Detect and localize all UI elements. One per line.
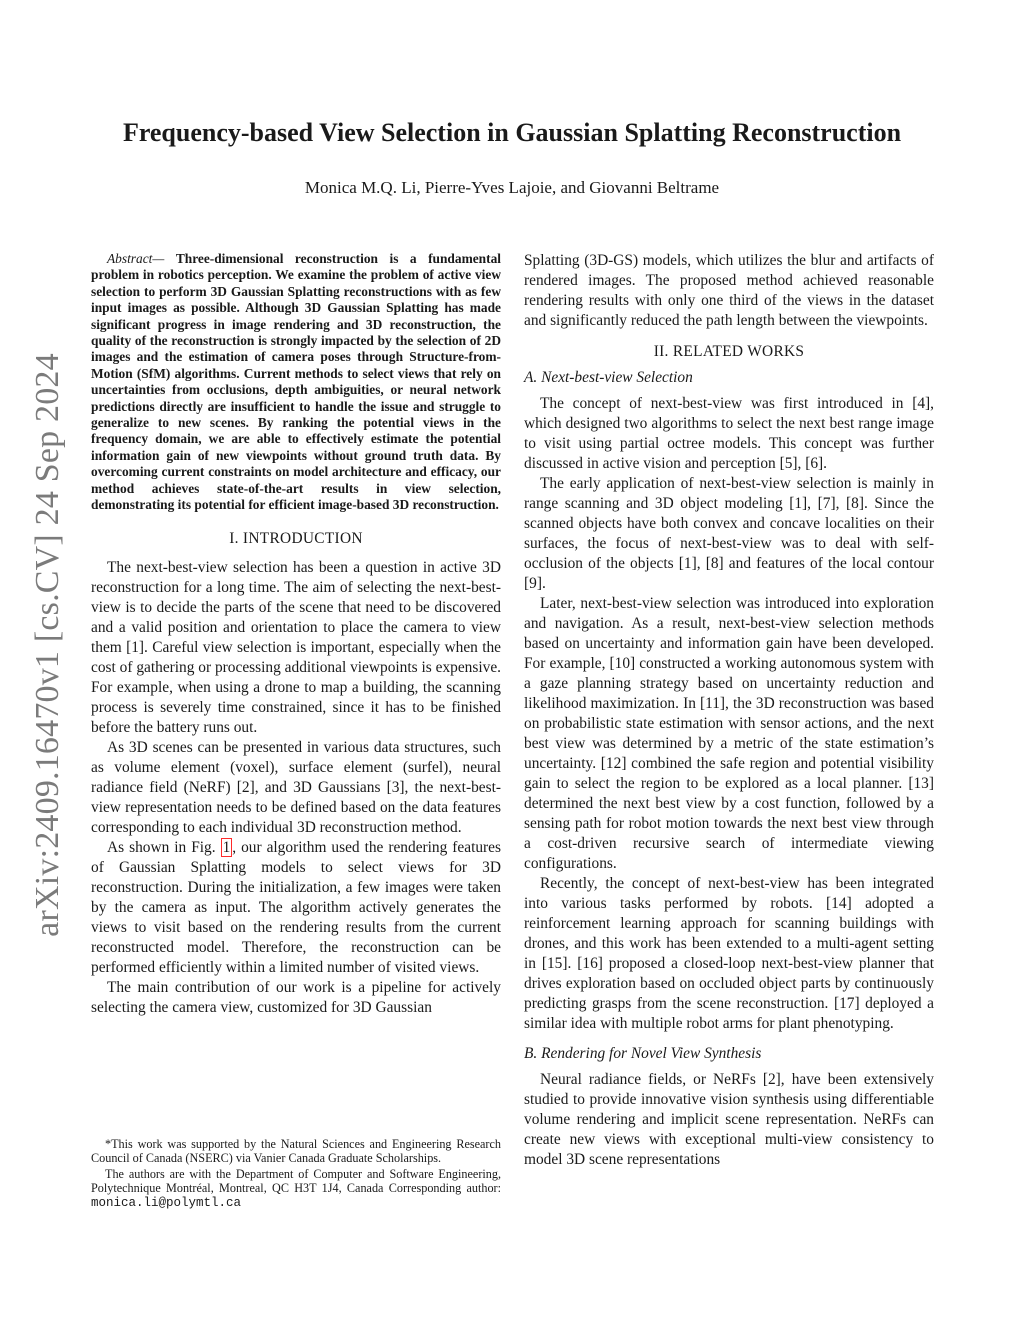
paper-authors: Monica M.Q. Li, Pierre-Yves Lajoie, and Giovanni Beltrame bbox=[304, 178, 720, 197]
related-a-paragraph-4: Recently, the concept of next-best-view has been integrated into various tasks performed by robots. [14] adopted a reinforcement learning approach for scanning buildings with drones, and this work has been extended to a multi-agent setting in [15]. [16] proposed a closed-loop next-best-view planner that drives exploration based on occluded object parts by continuously predicting grasps from the scene reconstruction. [17] deployed a similar idea with multiple robot arms for plant phenotyping. bbox=[524, 875, 934, 1032]
arxiv-identifier: arXiv:2409.16470v1 [cs.CV] 24 Sep 2024 bbox=[29, 353, 66, 937]
abstract-label: Abstract bbox=[107, 251, 153, 266]
related-a-paragraph-1: The concept of next-best-view was first introduced in [4], which designed two algorithms to select the next best range image to visit using partial octree models. This concept was further discussed in active vision and perception [5], [6]. bbox=[524, 395, 934, 472]
subsection-heading-rendering: B. Rendering for Novel View Synthesis bbox=[524, 1045, 762, 1062]
intro-paragraph-1: The next-best-view selection has been a question in active 3D reconstruction for a long time. The aim of selecting the next-best-view is to decide the parts of the scene that need to be discovered and a valid position and orientation to place the camera to view them [1]. Careful view selection is important, especially when the cost of gathering or processing additional viewpoints is expensive. For example, when using a drone to map a building, the scanning process is severely time constrained, since it has to be finished before the battery runs out. bbox=[91, 558, 501, 736]
section-heading-introduction: I. INTRODUCTION bbox=[229, 529, 363, 547]
intro-paragraph-4: The main contribution of our work is a pipeline for actively selecting the camera view, customized for 3D Gaussian bbox=[91, 978, 501, 1016]
abstract: Abstract— Three-dimensional reconstruction is a fundamental problem in robotics perception. We examine the problem of active view selection to perform 3D Gaussian Splatting reconstructions with as few input images as possible. Although 3D Gaussian Splatting has made significant progress in image rendering and 3D reconstruction, the quality of the reconstruction is strongly impacted by the selection of 2D images and the estimation of camera poses through Structure-from-Motion (SfM) algorithms. Current methods to select views that rely on uncertainties from occlusions, depth ambiguities, or neural network predictions directly are insufficient to handle the issue and struggle to generalize to new scenes. By ranking the potential views in the frequency domain, we are able to effectively estimate the potential information gain of new viewpoints without ground truth data. By overcoming current constraints on model architecture and efficacy, our method achieves state-of-the-art results in view selection, demonstrating its potential for efficient image-based 3D reconstruction. bbox=[91, 251, 501, 513]
footnotes bbox=[91, 1137, 501, 1210]
intro-paragraph-3: As shown in Fig. 1 , our algorithm used the rendering features of Gaussian Splatting models to select views for 3D reconstruction. During the initialization, a few images were taken by the camera as input. The algorithm actively generates the views to visit based on the rendering results from the current reconstructed model. Therefore, the reconstruction can be performed efficiently within a limited number of visited views. bbox=[91, 838, 502, 976]
footnote-funding: *This work was supported by the Natural Sciences and Engineering Research Council of Canada (NSERC) via Vanier Canada Graduate Scholarships. bbox=[91, 1137, 501, 1165]
related-b-paragraph-1: Neural radiance fields, or NeRFs [2], have been extensively studied to provide innovative vision synthesis using differentiable volume rendering and implicit scene representation. NeRFs can create new views with exceptional multi-view consistency to model 3D scene representations bbox=[524, 1071, 934, 1168]
subsection-heading-next-best-view: A. Next-best-view Selection bbox=[524, 369, 693, 386]
paper-title: Frequency-based View Selection in Gaussian Splatting Reconstruction bbox=[122, 118, 902, 147]
section-heading-related-works: II. RELATED WORKS bbox=[653, 343, 805, 360]
figure-reference-link[interactable]: 1 bbox=[222, 838, 231, 856]
right-column bbox=[524, 251, 934, 1170]
intro-paragraph-4-continued: Splatting (3D-GS) models, which utilizes the blur and artifacts of rendered images. The proposed method achieved reasonable rendering results with only one third of the views in the dataset and significantly reduced the path length between the viewpoints. bbox=[524, 252, 934, 329]
abstract-text: Three-dimensional reconstruction is a fundamental problem in robotics perception. We examine the problem of active view selection to perform 3D Gaussian Splatting reconstructions with as few input images as possible. Although 3D Gaussian Splatting has made significant progress in image rendering and 3D reconstruction, the quality of the reconstruction is strongly impacted by the selection of 2D images and the estimation of camera poses through Structure-from-Motion (SfM) algorithms. Current methods to select views that rely on uncertainties from occlusions, depth ambiguities, or neural network predictions directly are insufficient to handle the issue and struggle to generalize to new scenes. By ranking the potential views in the frequency domain, we are able to effectively estimate the potential information gain of new viewpoints without ground truth data. By overcoming current constraints on model architecture and efficacy, our method achieves state-of-the-art results in view selection, demonstrating its potential for efficient image-based 3D reconstruction. bbox=[91, 251, 501, 513]
footnote-affiliation: The authors are with the Department of Computer and Software Engineering, Polytechnique Montréal, Montreal, QC H3T 1J4, Canada Corresponding author: monica.li@polymtl.ca bbox=[91, 1167, 501, 1210]
left-column bbox=[91, 251, 501, 1018]
corresponding-email[interactable]: monica.li@polymtl.ca bbox=[91, 1196, 242, 1210]
intro-paragraph-2: As 3D scenes can be presented in various data structures, such as volume element (voxel), surface element (surfel), neural radiance field (NeRF) [2], and 3D Gaussians [3], the next-best-view representation needs to be defined based on the data features corresponding to each individual 3D reconstruction method. bbox=[91, 738, 501, 836]
related-a-paragraph-2: The early application of next-best-view selection is mainly in range scanning and 3D object modeling [1], [7], [8]. Since the scanned objects have both convex and concave localities on their surfaces, the focus of next-best-view was to deal with self-occlusion of the objects [1], [8] and features of the local contour [9]. bbox=[524, 475, 934, 592]
related-a-paragraph-3: Later, next-best-view selection was introduced into exploration and navigation. As a result, next-best-view selection methods based on uncertainty and information gain have been developed. For example, [10] constructed a working autonomous system with a gaze planning strategy based on uncertainty reduction and likelihood maximization. In [11], the 3D reconstruction was based on probabilistic state estimation with sensor actions, and the next best view was determined by a metric of the state estimation’s uncertainty. [12] combined the safe region and potential visibility gain to select the region to be explored as a local planner. [13] determined the next best view by a cost function, followed by a sensing path for robot motion towards the next best view through a cost-driven recursive search of intermediate viewing configurations. bbox=[524, 595, 934, 872]
